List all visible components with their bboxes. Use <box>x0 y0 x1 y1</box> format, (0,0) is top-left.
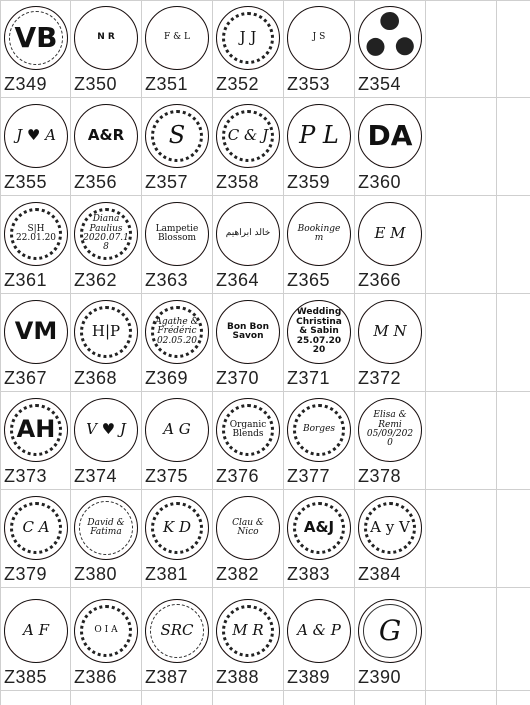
seal-code-label: Z372 <box>358 368 402 388</box>
seal-item[interactable] <box>143 597 213 695</box>
grid-line <box>0 0 530 1</box>
seal-text: H|P <box>91 322 121 341</box>
seal-code-label: Z377 <box>287 466 331 486</box>
wax-seal-design <box>287 398 351 462</box>
wax-seal-design <box>145 104 209 168</box>
wax-seal-design <box>74 599 138 663</box>
wax-seal-design <box>145 6 209 70</box>
seal-item[interactable] <box>214 597 284 695</box>
wax-seal-design <box>145 202 209 266</box>
wax-seal-design <box>4 104 68 168</box>
wax-seal-design <box>216 496 280 560</box>
seal-text: P L <box>299 121 339 150</box>
seal-code-label: Z378 <box>358 466 402 486</box>
seal-text: VB <box>14 21 58 55</box>
seal-text: VM <box>14 317 58 346</box>
wax-seal-design <box>74 398 138 462</box>
seal-item[interactable] <box>356 4 426 102</box>
wax-seal-design <box>4 6 68 70</box>
seal-text: Lampetie Blossom <box>155 223 199 243</box>
seal-code-label: Z356 <box>74 172 118 192</box>
seal-code-label: Z371 <box>287 368 331 388</box>
seal-item[interactable] <box>214 396 284 494</box>
seal-code-label: Z351 <box>145 74 189 94</box>
seal-text: A F <box>22 621 49 640</box>
seal-item[interactable] <box>2 102 72 200</box>
seal-item[interactable] <box>214 298 284 396</box>
wax-seal-design <box>358 202 422 266</box>
seal-code-label: Z362 <box>74 270 118 290</box>
seal-code-label: Z369 <box>145 368 189 388</box>
seal-code-label: Z380 <box>74 564 118 584</box>
seal-text: F & L <box>164 32 190 43</box>
seal-code-label: Z355 <box>4 172 48 192</box>
seal-text: AH <box>16 415 56 444</box>
seal-item[interactable] <box>356 597 426 695</box>
wax-seal-design <box>4 496 68 560</box>
seal-text: O I A <box>94 625 118 636</box>
seal-item[interactable] <box>2 200 72 298</box>
seal-code-label: Z353 <box>287 74 331 94</box>
seal-item[interactable] <box>356 102 426 200</box>
seal-text: Agathe & Frédéric 02.05.20 <box>155 316 199 346</box>
wax-seal-design <box>74 496 138 560</box>
seal-item[interactable] <box>285 396 355 494</box>
seal-item[interactable] <box>214 4 284 102</box>
seal-item[interactable] <box>143 102 213 200</box>
wax-seal-design <box>358 300 422 364</box>
seal-code-label: Z375 <box>145 466 189 486</box>
seal-item[interactable] <box>214 494 284 592</box>
seal-code-label: Z389 <box>287 667 331 687</box>
wax-seal-design <box>216 104 280 168</box>
seal-text: Bookingem <box>297 223 341 243</box>
seal-item[interactable] <box>143 396 213 494</box>
wax-seal-design <box>145 496 209 560</box>
seal-item[interactable] <box>285 597 355 695</box>
wax-seal-design <box>74 104 138 168</box>
seal-text: M R <box>232 621 264 640</box>
seal-text: V ♥ J <box>86 420 126 439</box>
wax-seal-design <box>74 300 138 364</box>
seal-code-label: Z388 <box>216 667 260 687</box>
seal-item[interactable] <box>356 396 426 494</box>
seal-text: J ♥ A <box>16 126 56 145</box>
seal-text: Organic Blends <box>229 419 267 439</box>
seal-text: Wedding Christina & Sabin 25.07.2020 <box>296 307 342 356</box>
seal-text: Bon Bon Savon <box>226 321 270 341</box>
seal-text: N R <box>97 32 115 43</box>
seal-item[interactable] <box>72 494 142 592</box>
wax-seal-design <box>287 6 351 70</box>
seal-code-label: Z381 <box>145 564 189 584</box>
seal-item[interactable] <box>72 298 142 396</box>
seal-item[interactable] <box>356 200 426 298</box>
seal-item[interactable] <box>72 597 142 695</box>
wax-seal-design <box>358 104 422 168</box>
seal-code-label: Z367 <box>4 368 48 388</box>
seal-text: A y V <box>370 518 410 537</box>
wax-seal-design <box>216 6 280 70</box>
seal-code-label: Z359 <box>287 172 331 192</box>
seal-item[interactable] <box>72 4 142 102</box>
seal-item[interactable] <box>214 200 284 298</box>
wax-seal-design <box>358 496 422 560</box>
wax-seal-design <box>287 104 351 168</box>
seal-item[interactable] <box>72 396 142 494</box>
seal-text: G <box>378 614 402 648</box>
wax-seal-design <box>74 6 138 70</box>
grid-line <box>496 0 497 705</box>
wax-seal-design <box>358 599 422 663</box>
seal-code-label: Z354 <box>358 74 402 94</box>
wax-seal-design <box>358 6 422 70</box>
seal-code-label: Z368 <box>74 368 118 388</box>
seal-text: M N <box>373 322 407 341</box>
wax-seal-design <box>4 398 68 462</box>
seal-text: J S <box>312 32 326 43</box>
seal-text: SRC <box>160 621 194 640</box>
seal-item[interactable] <box>2 396 72 494</box>
wax-seal-design <box>4 202 68 266</box>
seal-item[interactable] <box>143 4 213 102</box>
seal-text: C A <box>22 518 50 537</box>
seal-code-label: Z366 <box>358 270 402 290</box>
seal-code-label: Z373 <box>4 466 48 486</box>
seal-item[interactable] <box>285 102 355 200</box>
wax-seal-design <box>287 202 351 266</box>
seal-item[interactable] <box>2 298 72 396</box>
seal-item[interactable] <box>285 4 355 102</box>
wax-seal-design <box>4 300 68 364</box>
seal-item[interactable] <box>143 494 213 592</box>
seal-item[interactable] <box>72 200 142 298</box>
seal-code-label: Z360 <box>358 172 402 192</box>
wax-seal-design <box>74 202 138 266</box>
seal-text: DA <box>367 119 413 153</box>
wax-seal-design <box>216 300 280 364</box>
seal-code-label: Z363 <box>145 270 189 290</box>
seal-code-label: Z365 <box>287 270 331 290</box>
wax-seal-design <box>145 300 209 364</box>
seal-item[interactable] <box>2 4 72 102</box>
seal-code-label: Z358 <box>216 172 260 192</box>
seal-text: S|H 22.01.20 <box>15 223 57 243</box>
wax-seal-design <box>358 398 422 462</box>
seal-item[interactable] <box>2 494 72 592</box>
seal-code-label: Z386 <box>74 667 118 687</box>
seal-text: C & J <box>227 126 269 145</box>
seal-text: Borges <box>302 424 336 435</box>
seal-text: K D <box>162 518 191 537</box>
seal-text: Elisa & Remi 05/09/2020 <box>366 410 414 449</box>
seal-text: A&J <box>303 518 335 537</box>
seal-item[interactable] <box>2 597 72 695</box>
seal-code-label: Z352 <box>216 74 260 94</box>
seal-code-label: Z376 <box>216 466 260 486</box>
wax-seal-design <box>287 300 351 364</box>
seal-code-label: Z383 <box>287 564 331 584</box>
seal-text: Diana Paulius 2020.07.18 <box>83 214 129 253</box>
seal-code-label: Z370 <box>216 368 260 388</box>
seal-code-label: Z382 <box>216 564 260 584</box>
seal-item[interactable] <box>214 102 284 200</box>
wax-seal-design <box>145 599 209 663</box>
seal-code-label: Z349 <box>4 74 48 94</box>
grid-line <box>0 0 1 705</box>
seal-item[interactable] <box>143 200 213 298</box>
seal-code-label: Z384 <box>358 564 402 584</box>
seal-item[interactable] <box>356 494 426 592</box>
wax-seal-design <box>4 599 68 663</box>
seal-text: A & P <box>297 621 341 640</box>
seal-text: E M <box>374 224 406 243</box>
seal-text: A&R <box>87 126 125 145</box>
seal-text: S <box>168 121 186 150</box>
seal-code-label: Z350 <box>74 74 118 94</box>
seal-code-label: Z390 <box>358 667 402 687</box>
seal-item[interactable] <box>285 298 355 396</box>
wax-seal-design <box>287 496 351 560</box>
seal-code-label: Z361 <box>4 270 48 290</box>
seal-item[interactable] <box>285 494 355 592</box>
seal-item[interactable] <box>285 200 355 298</box>
wax-seal-design <box>216 202 280 266</box>
wax-seal-design <box>216 599 280 663</box>
wax-seal-design <box>287 599 351 663</box>
seal-text: Clau & Nico <box>232 517 264 537</box>
seal-code-label: Z387 <box>145 667 189 687</box>
seal-text: خالد ابراهيم <box>225 228 271 239</box>
seal-text: David & Fatima <box>87 517 125 537</box>
seal-item[interactable] <box>143 298 213 396</box>
wax-seal-design <box>145 398 209 462</box>
seal-text: A G <box>163 420 191 439</box>
seal-code-label: Z364 <box>216 270 260 290</box>
seal-code-label: Z357 <box>145 172 189 192</box>
wax-seal-design <box>216 398 280 462</box>
seal-text: J J <box>239 28 257 47</box>
seal-code-label: Z374 <box>74 466 118 486</box>
seal-item[interactable] <box>72 102 142 200</box>
seal-code-label: Z379 <box>4 564 48 584</box>
seal-code-label: Z385 <box>4 667 48 687</box>
leaf-wreath-icon <box>364 12 416 64</box>
seal-item[interactable] <box>356 298 426 396</box>
